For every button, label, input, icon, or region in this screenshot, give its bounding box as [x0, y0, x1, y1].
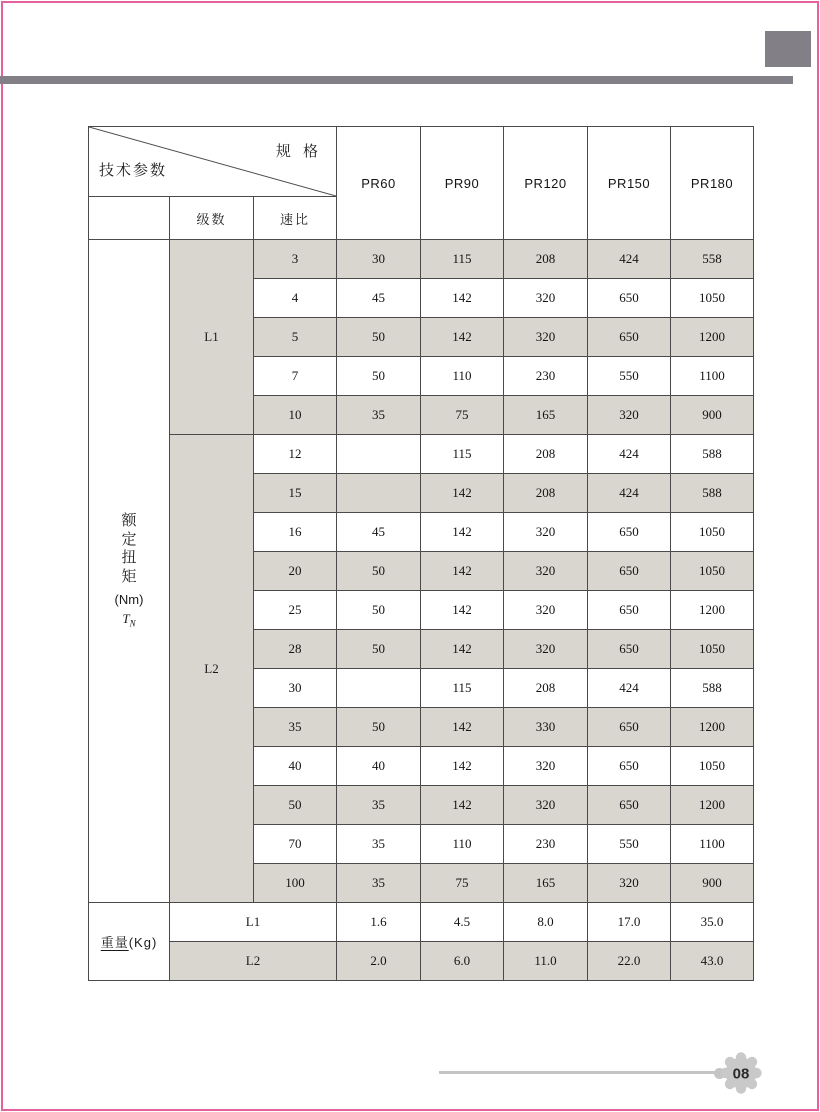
ratio-cell: 40	[254, 747, 337, 786]
header-row-models	[89, 127, 754, 197]
torque-value-cell: 115	[421, 240, 504, 279]
torque-value-cell: 230	[504, 357, 588, 396]
torque-value-cell	[337, 435, 421, 474]
torque-value-cell	[337, 474, 421, 513]
table-row	[89, 435, 754, 474]
torque-value-cell: 35	[337, 825, 421, 864]
page-number: 08	[732, 1065, 750, 1083]
torque-value-cell: 208	[504, 435, 588, 474]
torque-value-cell: 1100	[671, 357, 754, 396]
torque-label-char: 额	[121, 511, 137, 529]
torque-value-cell: 165	[504, 864, 588, 903]
torque-value-cell: 142	[421, 708, 504, 747]
weight-label-text: 重量	[100, 935, 129, 950]
torque-value-cell: 588	[671, 669, 754, 708]
torque-label-char: 矩	[121, 568, 137, 586]
torque-value-cell: 50	[337, 630, 421, 669]
weight-value-cell: 43.0	[671, 942, 754, 981]
torque-value-cell: 330	[504, 708, 588, 747]
torque-value-cell: 1200	[671, 708, 754, 747]
torque-value-cell: 110	[421, 357, 504, 396]
column-header-pr90: PR90	[421, 127, 504, 240]
weight-value-cell: 22.0	[588, 942, 671, 981]
torque-label-char: 扭	[121, 549, 137, 567]
torque-value-cell: 424	[588, 435, 671, 474]
torque-header-cell	[89, 240, 170, 903]
torque-value-cell: 50	[337, 591, 421, 630]
torque-value-cell: 142	[421, 591, 504, 630]
torque-value-cell: 650	[588, 708, 671, 747]
torque-value-cell: 115	[421, 435, 504, 474]
ratio-cell: 100	[254, 864, 337, 903]
ratio-cell: 5	[254, 318, 337, 357]
torque-value-cell: 30	[337, 240, 421, 279]
torque-symbol: $T_N$	[122, 611, 136, 629]
ratio-cell: 30	[254, 669, 337, 708]
torque-value-cell: 50	[337, 552, 421, 591]
weight-value-cell: 17.0	[588, 903, 671, 942]
ratio-cell: 10	[254, 396, 337, 435]
torque-value-cell	[337, 669, 421, 708]
torque-value-cell: 320	[504, 552, 588, 591]
torque-value-cell: 650	[588, 747, 671, 786]
ratio-cell: 28	[254, 630, 337, 669]
torque-value-cell: 650	[588, 318, 671, 357]
torque-value-cell: 320	[504, 747, 588, 786]
torque-value-cell: 1050	[671, 279, 754, 318]
torque-value-cell: 75	[421, 396, 504, 435]
torque-value-cell: 650	[588, 513, 671, 552]
torque-value-cell: 588	[671, 474, 754, 513]
ratio-cell: 35	[254, 708, 337, 747]
torque-value-cell: 320	[504, 513, 588, 552]
torque-value-cell: 320	[504, 786, 588, 825]
torque-value-cell: 650	[588, 591, 671, 630]
ratio-cell: 4	[254, 279, 337, 318]
torque-value-cell: 142	[421, 786, 504, 825]
weight-row	[89, 942, 754, 981]
stage-cell-l1: L1	[170, 240, 254, 435]
spec-label: 规 格	[275, 143, 323, 160]
torque-unit: (Nm)	[114, 591, 144, 607]
ratio-cell: 16	[254, 513, 337, 552]
torque-value-cell: 35	[337, 864, 421, 903]
torque-value-cell: 1100	[671, 825, 754, 864]
torque-value-cell: 208	[504, 240, 588, 279]
weight-value-cell: 11.0	[504, 942, 588, 981]
torque-value-cell: 588	[671, 435, 754, 474]
torque-value-cell: 230	[504, 825, 588, 864]
torque-value-cell: 900	[671, 864, 754, 903]
table-row	[89, 240, 754, 279]
weight-value-cell: 1.6	[337, 903, 421, 942]
torque-value-cell: 550	[588, 825, 671, 864]
torque-value-cell: 142	[421, 513, 504, 552]
column-header-pr180: PR180	[671, 127, 754, 240]
torque-value-cell: 50	[337, 318, 421, 357]
torque-value-cell: 320	[504, 279, 588, 318]
torque-value-cell: 650	[588, 552, 671, 591]
torque-value-cell: 142	[421, 318, 504, 357]
top-right-block	[765, 31, 811, 67]
torque-value-cell: 45	[337, 279, 421, 318]
torque-value-cell: 50	[337, 357, 421, 396]
ratio-cell: 25	[254, 591, 337, 630]
table-body	[89, 240, 754, 981]
column-header-pr60: PR60	[337, 127, 421, 240]
torque-value-cell: 110	[421, 825, 504, 864]
torque-value-cell: 1200	[671, 786, 754, 825]
torque-value-cell: 1050	[671, 747, 754, 786]
torque-value-cell: 650	[588, 786, 671, 825]
spec-table	[88, 126, 754, 981]
torque-value-cell: 142	[421, 552, 504, 591]
torque-value-cell: 320	[588, 864, 671, 903]
weight-header-cell: 重量(Kg)	[89, 903, 170, 981]
top-header-bar	[0, 76, 793, 84]
footer-rule	[439, 1071, 722, 1074]
torque-value-cell: 424	[588, 240, 671, 279]
stage-header: 级数	[170, 197, 254, 240]
torque-value-cell: 75	[421, 864, 504, 903]
torque-value-cell: 50	[337, 708, 421, 747]
torque-value-cell: 320	[504, 591, 588, 630]
torque-value-cell: 115	[421, 669, 504, 708]
torque-value-cell: 320	[504, 630, 588, 669]
torque-value-cell: 40	[337, 747, 421, 786]
ratio-cell: 20	[254, 552, 337, 591]
torque-value-cell: 558	[671, 240, 754, 279]
torque-value-cell: 1050	[671, 630, 754, 669]
torque-value-cell: 1200	[671, 591, 754, 630]
torque-value-cell: 142	[421, 747, 504, 786]
torque-value-cell: 1200	[671, 318, 754, 357]
torque-label	[89, 512, 169, 630]
ratio-header: 速比	[254, 197, 337, 240]
weight-row	[89, 903, 754, 942]
weight-value-cell: 4.5	[421, 903, 504, 942]
weight-stage-cell-l2: L2	[170, 942, 337, 981]
torque-value-cell: 142	[421, 474, 504, 513]
torque-value-cell: 550	[588, 357, 671, 396]
tech-params-label: 技术参数	[99, 162, 168, 179]
weight-value-cell: 2.0	[337, 942, 421, 981]
ratio-cell: 7	[254, 357, 337, 396]
corner-cell	[89, 127, 337, 197]
torque-value-cell: 142	[421, 279, 504, 318]
weight-value-cell: 35.0	[671, 903, 754, 942]
ratio-cell: 15	[254, 474, 337, 513]
torque-value-cell: 35	[337, 786, 421, 825]
empty-header-cell	[89, 197, 170, 240]
torque-value-cell: 45	[337, 513, 421, 552]
ratio-cell: 3	[254, 240, 337, 279]
stage-cell-l2: L2	[170, 435, 254, 903]
column-header-pr120: PR120	[504, 127, 588, 240]
ratio-cell: 70	[254, 825, 337, 864]
torque-value-cell: 208	[504, 474, 588, 513]
ratio-cell: 50	[254, 786, 337, 825]
torque-value-cell: 208	[504, 669, 588, 708]
torque-value-cell: 320	[588, 396, 671, 435]
weight-stage-cell-l1: L1	[170, 903, 337, 942]
torque-value-cell: 424	[588, 474, 671, 513]
torque-value-cell: 165	[504, 396, 588, 435]
torque-value-cell: 650	[588, 630, 671, 669]
column-header-pr150: PR150	[588, 127, 671, 240]
torque-value-cell: 900	[671, 396, 754, 435]
torque-value-cell: 35	[337, 396, 421, 435]
torque-value-cell: 142	[421, 630, 504, 669]
torque-value-cell: 650	[588, 279, 671, 318]
torque-value-cell: 320	[504, 318, 588, 357]
torque-value-cell: 1050	[671, 513, 754, 552]
weight-value-cell: 6.0	[421, 942, 504, 981]
ratio-cell: 12	[254, 435, 337, 474]
torque-label-char: 定	[121, 530, 137, 548]
gear-page-badge	[719, 1051, 763, 1095]
weight-value-cell: 8.0	[504, 903, 588, 942]
torque-value-cell: 424	[588, 669, 671, 708]
torque-value-cell: 1050	[671, 552, 754, 591]
